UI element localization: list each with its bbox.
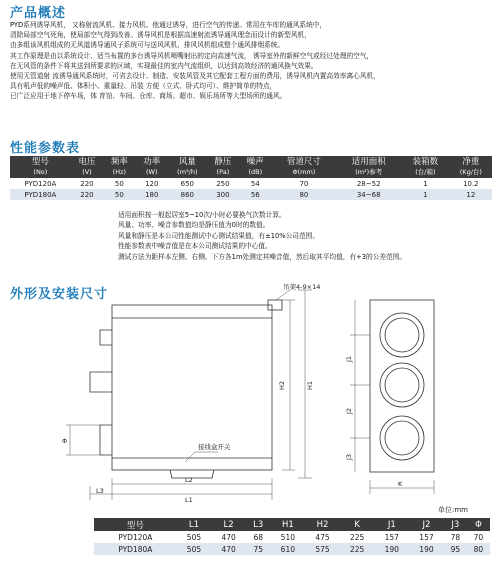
cell: 78 <box>450 532 461 542</box>
note-line: 性能参数表中噪音值是在本公司测试结果的中心值。 <box>118 242 272 251</box>
header-h1: H1 <box>271 518 306 531</box>
cell: 95 <box>444 543 467 555</box>
cell: 300 <box>207 189 239 200</box>
label-j2: J2 <box>345 407 353 414</box>
cell: 157 <box>419 532 434 542</box>
header-model: 型号 (No) <box>10 156 71 178</box>
install-title: 外形及安装尺寸 <box>10 287 109 302</box>
cell: 225 <box>340 543 375 555</box>
cell: 510 <box>280 532 295 542</box>
cell: 225 <box>349 532 365 542</box>
header-j3: J3 <box>444 518 467 531</box>
header-static-pressure: 静压 (Pa) <box>207 156 239 178</box>
overview-line: 在无风管的条件下将其送到所要求的区域，实现最佳的室内气流组织，以达到高效经济的通风换气效果。 <box>10 61 318 70</box>
label-h1: H1 <box>306 380 314 390</box>
header-power: 功率 (W) <box>136 156 168 178</box>
front-port-middle <box>380 363 424 407</box>
overview-line: 由多组该风机组成的无风道诱导通风子系统可与送风风机、排风风机组成整个通风排烟系统。 <box>10 41 285 50</box>
note-line: 适用面积按一般起居室5~10次/小时必要换气次数计算。 <box>118 211 286 219</box>
cell: 50 <box>114 179 124 188</box>
cell: 190 <box>409 543 444 555</box>
overview-title: 产品概述 <box>10 6 67 21</box>
cell: 54 <box>250 179 260 188</box>
cell: 157 <box>384 532 399 542</box>
label-l2: L2 <box>185 476 193 484</box>
cell: 190 <box>374 543 409 555</box>
overview-line: 使用无管道射 流诱导通风系统时，可省去设计、制造、安装风管及其它配套工程方面的费用，诱导风机内置高效率离心风机， <box>10 72 380 81</box>
header-k: K <box>340 518 375 531</box>
cell: 50 <box>103 189 135 200</box>
cell: 250 <box>216 179 230 188</box>
note-line: 测试方法为距样本左侧、右侧、下方各1m处测定其噪音值，然后取其平均值，有+3的公差范围。 <box>118 252 407 261</box>
cell: 75 <box>246 543 271 555</box>
header-voltage: 电压 (V) <box>71 156 103 178</box>
header-phi: Φ <box>467 518 490 531</box>
cell: 505 <box>186 532 202 542</box>
cell: 120 <box>145 179 159 188</box>
label-j3: J3 <box>345 453 353 460</box>
cell: 475 <box>315 532 330 542</box>
cell: 70 <box>473 532 484 542</box>
cell: 34~68 <box>336 189 401 200</box>
label-j1: J1 <box>345 355 353 362</box>
header-noise: 噪声 (dB) <box>239 156 271 178</box>
cell: 12 <box>450 189 492 200</box>
label-l1: L1 <box>185 496 193 504</box>
cell: PYD180A <box>10 189 71 200</box>
inlet-port <box>100 425 112 455</box>
cell: 180 <box>136 189 168 200</box>
header-model: 型号 <box>94 518 177 531</box>
cell: 1 <box>423 179 428 188</box>
overview-line: 已广泛应用于地下停车场，体 育馆、车间、仓库、商场、超市、娱乐场所等大型场所的通风。 <box>10 92 287 101</box>
fan-body-side <box>112 305 272 470</box>
cell: 575 <box>305 543 340 555</box>
cell: 650 <box>180 179 195 188</box>
front-port-top <box>380 313 424 357</box>
cell: 70 <box>299 179 309 188</box>
front-port-bottom <box>380 416 424 460</box>
cell: 610 <box>271 543 306 555</box>
cell: 470 <box>221 532 236 542</box>
overview-line: 其工作原理是由以系统设计、适当布置的多台诱导风机喷嘴射出的定向高速气流， 诱导室外的新鲜空气或经过处理的空气， <box>10 51 374 60</box>
header-l1: L1 <box>177 518 212 531</box>
cell: 10.2 <box>463 179 479 188</box>
header-j2: J2 <box>409 518 444 531</box>
fan-body-front <box>370 300 434 472</box>
header-area: 适用面积 (m²)参考 <box>336 156 401 178</box>
header-pack-qty: 装箱数 (台/箱) <box>401 156 450 178</box>
cell: 68 <box>253 532 263 542</box>
cell: PYD180A <box>94 543 177 555</box>
label-h2: H2 <box>278 380 286 390</box>
overview-line: 具有吼声低的噪声低、体积小、重量轻、吊装 方便（立式、卧式均可）、维护简单的特点， <box>10 82 277 91</box>
overview-line: 清除局部空气死角，使局部空气得到改善。诱导风机是根据高速射流诱导通风理念而设计的新型风机， <box>10 31 311 40</box>
performance-title: 性能参数表 <box>10 141 81 156</box>
header-net-weight: 净重 (Kg/台) <box>450 156 492 178</box>
cell: 860 <box>168 189 207 200</box>
table-row <box>94 531 490 543</box>
label-phi: Φ <box>62 437 68 445</box>
cell: 220 <box>71 189 103 200</box>
cell: 220 <box>80 179 94 188</box>
label-junction: 接线盒开关 <box>198 443 231 451</box>
cell: 28~52 <box>356 179 381 188</box>
label-hanger: 吊架4-9×14 <box>283 283 321 291</box>
inlet-port <box>100 330 112 345</box>
label-k: K <box>398 480 403 488</box>
header-l3: L3 <box>246 518 271 531</box>
note-line: 风量、功率、噪音参数值均是静压值为0时的数值。 <box>118 221 270 230</box>
table-row <box>94 543 490 555</box>
unit-label: 单位:mm <box>438 506 468 514</box>
dimensions-table <box>94 518 490 555</box>
overview-line: PYD系列诱导风机， 又称射流风机、接力风机。他通过诱导，进行空气的传递。常用在车库的通风系统中， <box>10 21 327 29</box>
header-l2: L2 <box>211 518 246 531</box>
header-h2: H2 <box>305 518 340 531</box>
cell: 80 <box>467 543 490 555</box>
header-duct-size: 管道尺寸 Φ(mm) <box>272 156 337 178</box>
cell: 470 <box>211 543 246 555</box>
cell: 505 <box>177 543 212 555</box>
header-airflow: 风量 (m³/h) <box>168 156 207 178</box>
dimensions-header-row <box>94 518 490 531</box>
cell: PYD120A <box>24 179 57 188</box>
label-l3: L3 <box>96 487 104 495</box>
cell: 56 <box>239 189 271 200</box>
cell: 1 <box>401 189 450 200</box>
header-j1: J1 <box>374 518 409 531</box>
inlet-port <box>90 372 112 392</box>
cell: PYD120A <box>118 532 153 542</box>
note-line: 风量和静压是本公司性能测试中心测试结果值，有±10%公司范围。 <box>118 231 320 240</box>
header-frequency: 频率 (Hz) <box>103 156 135 178</box>
cell: 80 <box>272 189 337 200</box>
